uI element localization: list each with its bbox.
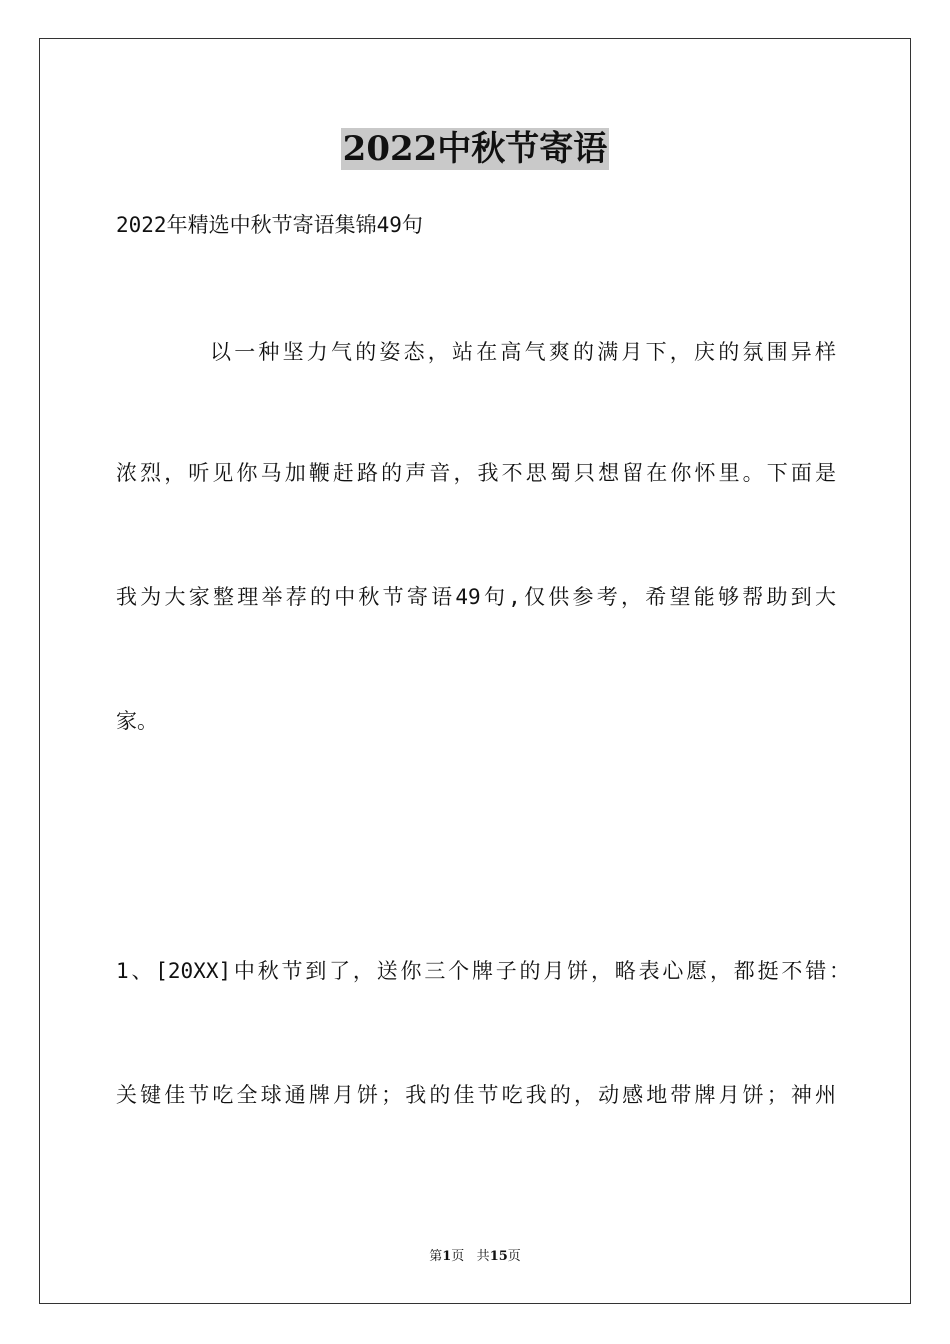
document-subtitle: 2022年精选中秋节寄语集锦49句 — [116, 213, 423, 237]
page-prefix: 第 — [429, 1249, 443, 1264]
paragraph-line: 以一种坚力气的姿态，站在高气爽的满月下，庆的氛围异样 — [210, 340, 836, 364]
paragraph-line: 我为大家整理举荐的中秋节寄语49句,仅供参考，希望能够帮助到大 — [116, 585, 836, 609]
total-prefix: 共 — [476, 1249, 490, 1264]
page-footer — [0, 1248, 950, 1266]
list-item-line: 1、[20XX]中秋节到了，送你三个牌子的月饼，略表心愿，都挺不错： — [116, 959, 850, 983]
document-title-wrap — [0, 128, 950, 170]
total-pages: 15 — [489, 1249, 508, 1264]
paragraph-line: 浓烈，听见你马加鞭赶路的声音，我不思蜀只想留在你怀里。下面是 — [116, 461, 836, 485]
page-suffix: 页 — [451, 1249, 465, 1264]
list-item-line: 关键佳节吃全球通牌月饼；我的佳节吃我的，动感地带牌月饼；神州 — [116, 1083, 836, 1107]
page-number: 1 — [442, 1249, 452, 1264]
document-title: 2022中秋节寄语 — [342, 129, 608, 169]
total-suffix: 页 — [507, 1249, 521, 1264]
paragraph-line: 家。 — [116, 709, 158, 733]
